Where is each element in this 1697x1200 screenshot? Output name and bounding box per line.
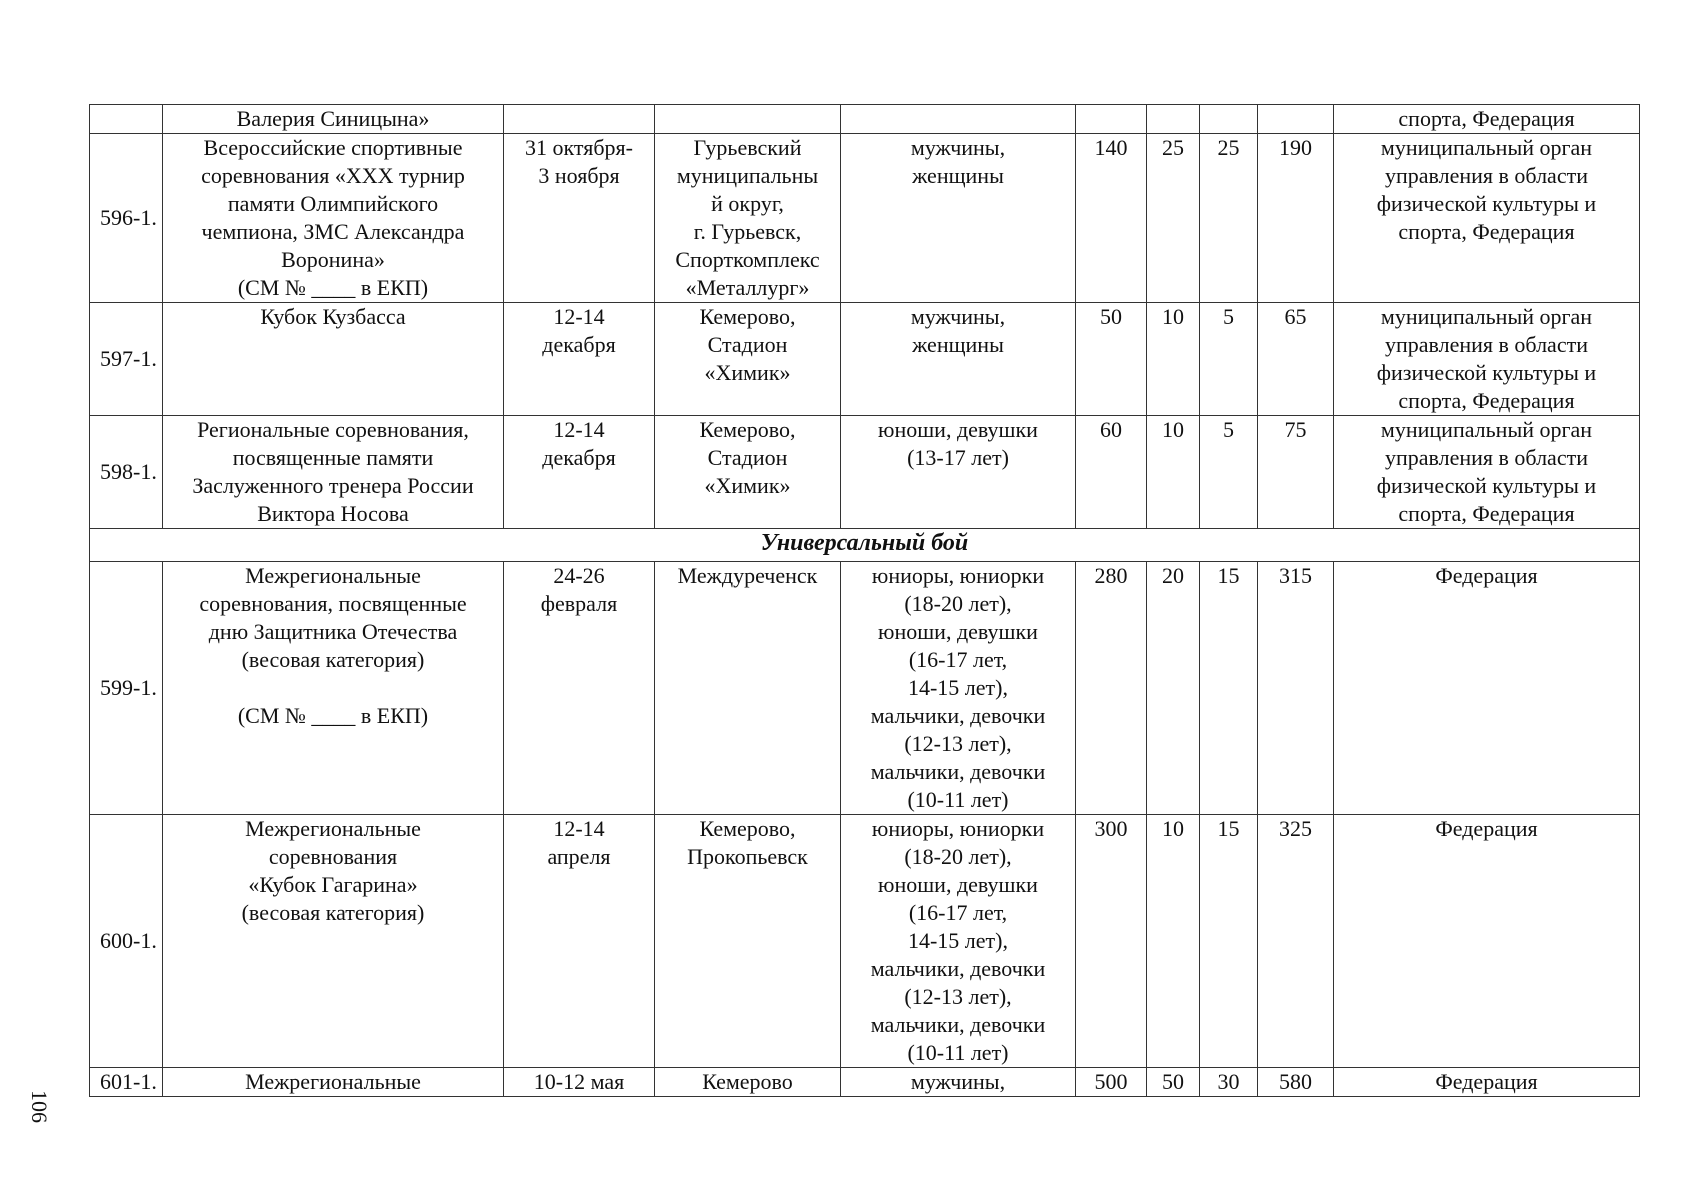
event-place: Кемерово, Стадион «Химик» — [655, 303, 841, 416]
participants-count: 500 — [1076, 1068, 1147, 1097]
event-name: Межрегиональные соревнования, посвященные дню Защитника Отечества (весовая категория) (СМ № ____ в ЕКП) — [163, 562, 504, 815]
table-row — [90, 105, 1640, 134]
coaches-count: 50 — [1147, 1068, 1200, 1097]
table-row — [90, 815, 1640, 1068]
event-place: Кемерово — [655, 1068, 841, 1097]
participants-count: 140 — [1076, 134, 1147, 303]
event-organizer: муниципальный орган управления в области физической культуры и спорта, Федерация — [1334, 303, 1640, 416]
table-row — [90, 416, 1640, 529]
total-count: 325 — [1258, 815, 1334, 1068]
event-dates: 12-14 декабря — [504, 416, 655, 529]
event-number: 601-1. — [90, 1068, 163, 1097]
event-category: юниоры, юниорки (18-20 лет), юноши, девушки (16-17 лет, 14-15 лет), мальчики, девочки (12-13 лет), мальчики, девочки (10-11 лет) — [841, 815, 1076, 1068]
participants-count: 50 — [1076, 303, 1147, 416]
event-place: Кемерово, Прокопьевск — [655, 815, 841, 1068]
event-category: юноши, девушки (13-17 лет) — [841, 416, 1076, 529]
event-place: Кемерово, Стадион «Химик» — [655, 416, 841, 529]
event-number — [90, 105, 163, 134]
page-number: 106 — [27, 1090, 52, 1123]
event-name: Валерия Синицына» — [163, 105, 504, 134]
table-row — [90, 1068, 1640, 1097]
coaches-count: 10 — [1147, 815, 1200, 1068]
total-count: 580 — [1258, 1068, 1334, 1097]
event-number: 599-1. — [90, 562, 163, 815]
event-number: 598-1. — [90, 416, 163, 529]
judges-count: 15 — [1200, 562, 1258, 815]
event-organizer: Федерация — [1334, 1068, 1640, 1097]
event-place: Междуреченск — [655, 562, 841, 815]
judges-count: 25 — [1200, 134, 1258, 303]
event-name: Кубок Кузбасса — [163, 303, 504, 416]
events-table — [89, 104, 1640, 1097]
event-dates — [504, 105, 655, 134]
event-organizer: муниципальный орган управления в области физической культуры и спорта, Федерация — [1334, 416, 1640, 529]
coaches-count: 25 — [1147, 134, 1200, 303]
event-organizer: Федерация — [1334, 815, 1640, 1068]
event-dates: 12-14 апреля — [504, 815, 655, 1068]
section-title: Универсальный бой — [90, 529, 1640, 562]
total-count: 315 — [1258, 562, 1334, 815]
total-count — [1258, 105, 1334, 134]
event-name: Межрегиональные соревнования «Кубок Гагарина» (весовая категория) — [163, 815, 504, 1068]
judges-count: 5 — [1200, 416, 1258, 529]
total-count: 190 — [1258, 134, 1334, 303]
event-name: Всероссийские спортивные соревнования «XXX турнир памяти Олимпийского чемпиона, ЗМС Александра Воронина» (СМ № ____ в ЕКП) — [163, 134, 504, 303]
table-row — [90, 134, 1640, 303]
event-organizer: спорта, Федерация — [1334, 105, 1640, 134]
event-place: Гурьевский муниципальны й округ, г. Гурьевск, Спорткомплекс «Металлург» — [655, 134, 841, 303]
event-dates: 24-26 февраля — [504, 562, 655, 815]
coaches-count: 10 — [1147, 416, 1200, 529]
judges-count — [1200, 105, 1258, 134]
event-category: юниоры, юниорки (18-20 лет), юноши, девушки (16-17 лет, 14-15 лет), мальчики, девочки (12-13 лет), мальчики, девочки (10-11 лет) — [841, 562, 1076, 815]
event-dates: 10-12 мая — [504, 1068, 655, 1097]
event-name: Региональные соревнования, посвященные памяти Заслуженного тренера России Виктора Носова — [163, 416, 504, 529]
coaches-count: 10 — [1147, 303, 1200, 416]
event-category: мужчины, — [841, 1068, 1076, 1097]
participants-count: 300 — [1076, 815, 1147, 1068]
table-row — [90, 562, 1640, 815]
section-row — [90, 529, 1640, 562]
table-row — [90, 303, 1640, 416]
total-count: 65 — [1258, 303, 1334, 416]
judges-count: 30 — [1200, 1068, 1258, 1097]
event-number: 596-1. — [90, 134, 163, 303]
participants-count: 60 — [1076, 416, 1147, 529]
event-name: Межрегиональные — [163, 1068, 504, 1097]
event-place — [655, 105, 841, 134]
coaches-count — [1147, 105, 1200, 134]
participants-count: 280 — [1076, 562, 1147, 815]
event-category: мужчины, женщины — [841, 134, 1076, 303]
event-number: 597-1. — [90, 303, 163, 416]
event-category — [841, 105, 1076, 134]
coaches-count: 20 — [1147, 562, 1200, 815]
event-organizer: муниципальный орган управления в области физической культуры и спорта, Федерация — [1334, 134, 1640, 303]
event-category: мужчины, женщины — [841, 303, 1076, 416]
event-dates: 31 октября- 3 ноября — [504, 134, 655, 303]
event-dates: 12-14 декабря — [504, 303, 655, 416]
total-count: 75 — [1258, 416, 1334, 529]
judges-count: 15 — [1200, 815, 1258, 1068]
event-number: 600-1. — [90, 815, 163, 1068]
judges-count: 5 — [1200, 303, 1258, 416]
participants-count — [1076, 105, 1147, 134]
event-organizer: Федерация — [1334, 562, 1640, 815]
